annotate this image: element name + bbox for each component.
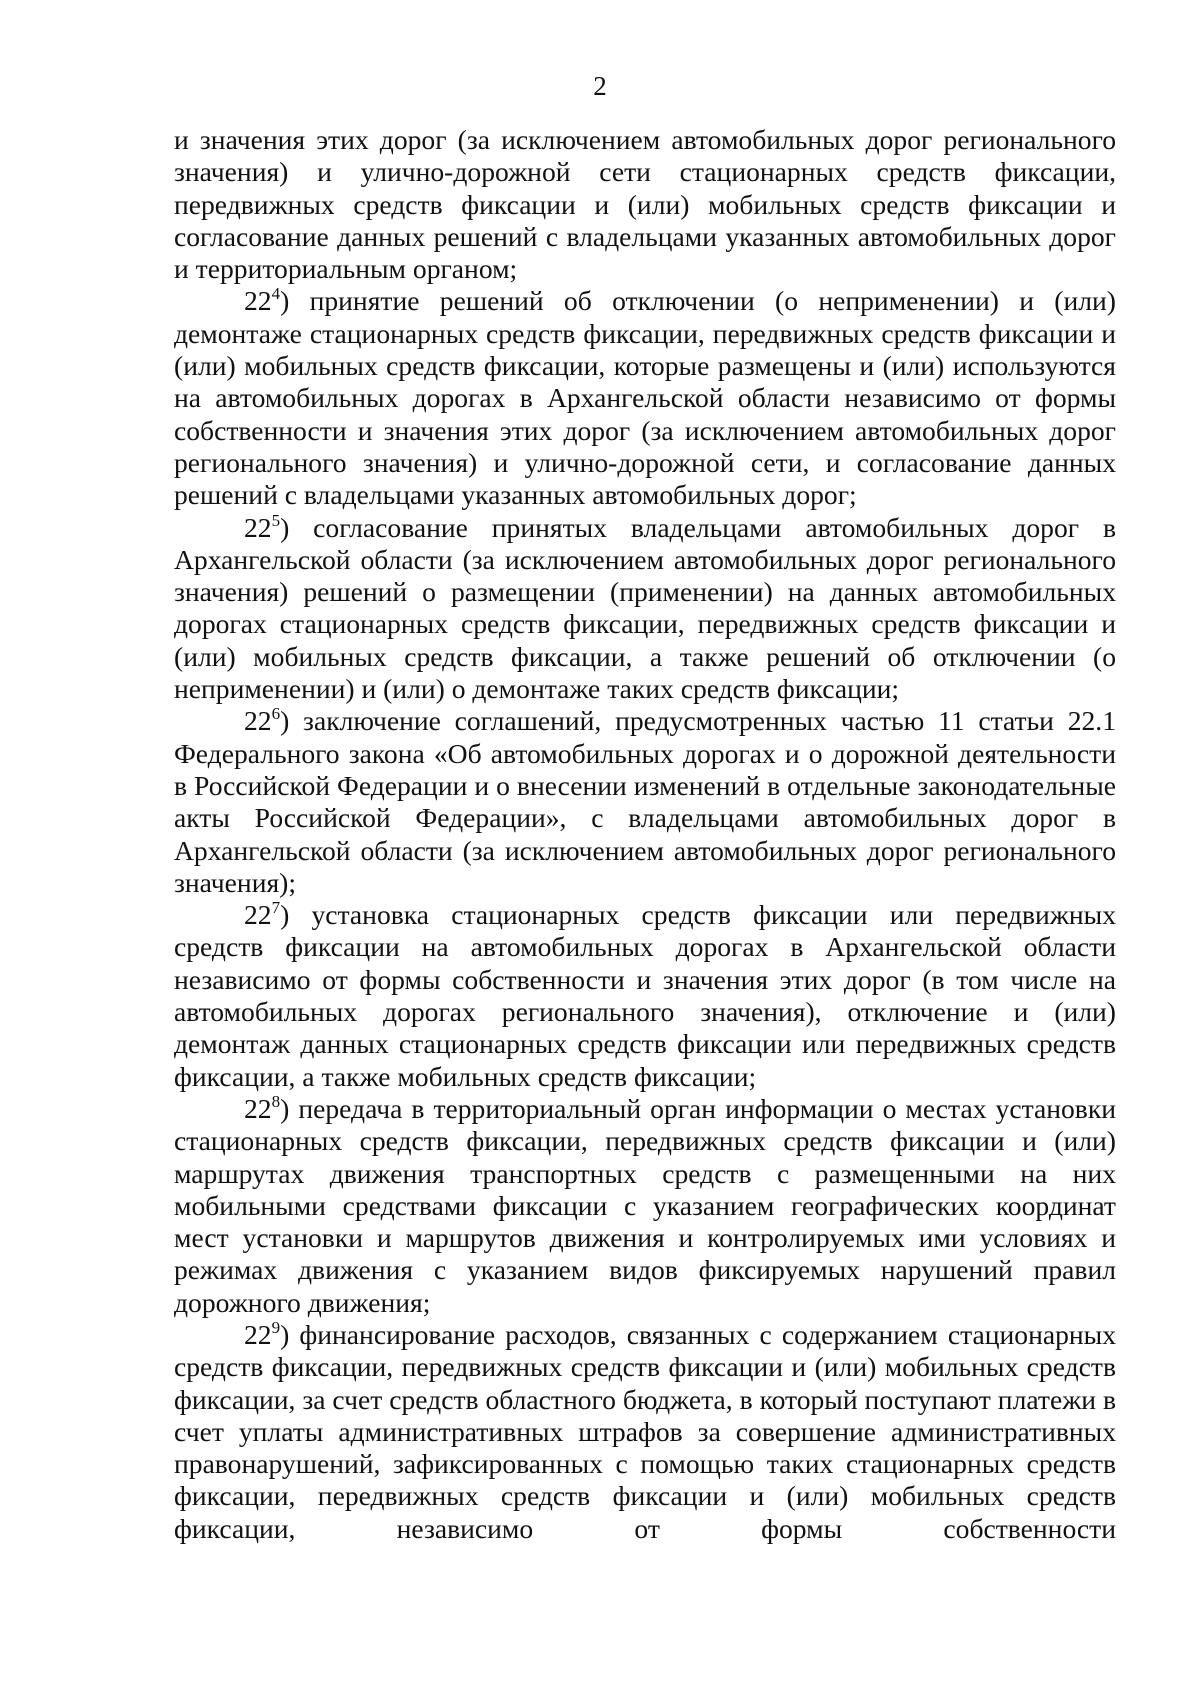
paragraph-text: и значения этих дорог (за исключением автомобильных дорог регионального значения) и улично-дорожной сети стационарных средств фиксации, передвижных средств фиксации и (или) мобильных средств фиксации и согласование данных решений с владельцами указанных автомобильных дорог и территориальным органом; bbox=[174, 124, 1116, 285]
item-number: 22 bbox=[244, 1092, 272, 1124]
paragraph-item-22-6 bbox=[174, 705, 1116, 899]
item-superscript: 7 bbox=[271, 898, 281, 918]
item-superscript: 5 bbox=[271, 510, 281, 530]
item-superscript: 6 bbox=[271, 704, 281, 724]
item-number: 22 bbox=[244, 899, 272, 931]
item-number: 22 bbox=[244, 285, 272, 317]
page-number: 2 bbox=[593, 71, 607, 101]
paragraph-item-22-9 bbox=[174, 1319, 1116, 1545]
paragraph-text: ) передача в территориальный орган информации о местах установки стационарных средств фиксации, передвижных средств фиксации и (или) маршрутах движения транспортных средств с размещенными на них мобильными средствами фиксации с указанием географических координат мест установки и маршрутов движения и контролируемых ими условиях и режимах движения с указанием видов фиксируемых нарушений правил дорожного движения; bbox=[174, 1092, 1116, 1318]
paragraph-text: ) установка стационарных средств фиксации или передвижных средств фиксации на автомобильных дорогах в Архангельской области независимо от формы собственности и значения этих дорог (в том числе на автомобильных дорогах регионального значения), отключение и (или) демонтаж данных стационарных средств фиксации или передвижных средств фиксации, а также мобильных средств фиксации; bbox=[174, 899, 1116, 1092]
paragraph-item-22-8 bbox=[174, 1093, 1116, 1319]
paragraph-item-22-4 bbox=[174, 285, 1116, 511]
item-superscript: 8 bbox=[271, 1091, 281, 1111]
paragraph-text: ) согласование принятых владельцами автомобильных дорог в Архангельской области (за исключением автомобильных дорог регионального значения) решений о размещении (применении) на данных автомобильных дорогах стационарных средств фиксации, передвижных средств фиксации и (или) мобильных средств фиксации, а также решений об отключении (о неприменении) и (или) о демонтаже таких средств фиксации; bbox=[174, 511, 1116, 705]
item-number: 22 bbox=[244, 1318, 272, 1350]
item-superscript: 9 bbox=[271, 1317, 281, 1337]
paragraph-item-22-7 bbox=[174, 899, 1116, 1093]
paragraph-continuation bbox=[174, 124, 1116, 285]
paragraph-text: ) принятие решений об отключении (о неприменении) и (или) демонтаже стационарных средств фиксации, передвижных средств фиксации и (или) мобильных средств фиксации, которые размещены и (или) используются на автомобильных дорогах в Архангельской области независимо от формы собственности и значения этих дорог (за исключением автомобильных дорог регионального значения) и улично-дорожной сети, и согласование данных решений с владельцами указанных автомобильных дорог; bbox=[174, 285, 1116, 511]
item-superscript: 4 bbox=[271, 284, 281, 304]
paragraph-text: ) финансирование расходов, связанных с содержанием стационарных средств фиксации, передвижных средств фиксации и (или) мобильных средств фиксации, за счет средств областного бюджета, в который поступают платежи в счет уплаты административных штрафов за совершение административных правонарушений, зафиксированных с помощью таких стационарных средств фиксации, передвижных средств фиксации и (или) мобильных средств фиксации, независимо от формы собственности bbox=[174, 1318, 1116, 1544]
document-body bbox=[174, 124, 1116, 1545]
item-number: 22 bbox=[244, 705, 272, 737]
paragraph-item-22-5 bbox=[174, 512, 1116, 706]
item-number: 22 bbox=[244, 511, 272, 543]
paragraph-text: ) заключение соглашений, предусмотренных частью 11 статьи 22.1 Федерального закона «Об автомобильных дорогах и о дорожной деятельности в Российской Федерации и о внесении изменений в отдельные законодательные акты Российской Федерации», с владельцами автомобильных дорог в Архангельской области (за исключением автомобильных дорог регионального значения); bbox=[174, 705, 1116, 898]
